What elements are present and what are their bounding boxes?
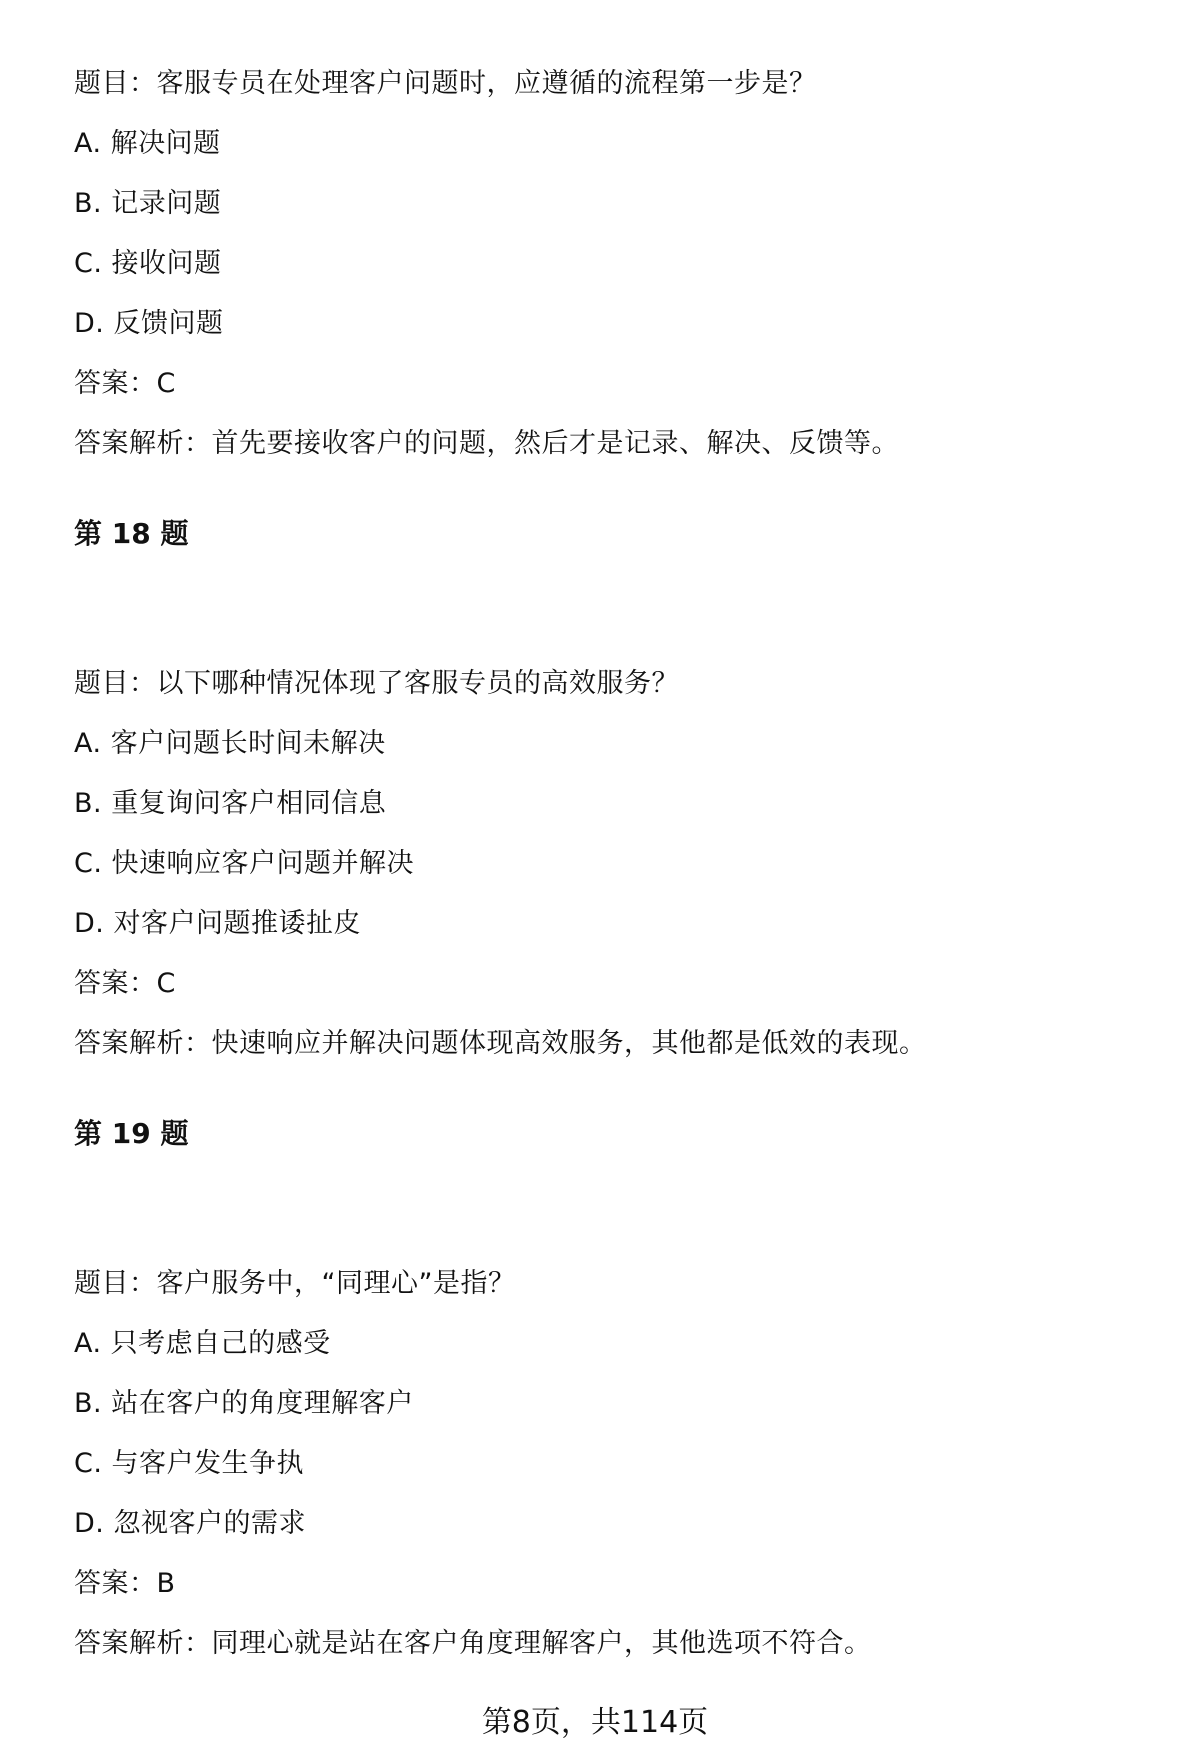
question-18-heading: 第 18 题 bbox=[74, 517, 189, 550]
question-17-option-a: A. 解决问题 bbox=[74, 128, 221, 159]
question-19-heading: 第 19 题 bbox=[74, 1117, 189, 1150]
question-19-option-a: A. 只考虑自己的感受 bbox=[74, 1328, 331, 1359]
question-19-option-d: D. 忽视客户的需求 bbox=[74, 1508, 306, 1539]
question-17-analysis: 答案解析：首先要接收客户的问题，然后才是记录、解决、反馈等。 bbox=[74, 428, 899, 459]
question-19-option-b: B. 站在客户的角度理解客户 bbox=[74, 1388, 414, 1419]
question-19-answer: 答案：B bbox=[74, 1568, 176, 1599]
question-18-stem: 题目：以下哪种情况体现了客服专员的高效服务？ bbox=[74, 668, 679, 699]
question-17-option-b: B. 记录问题 bbox=[74, 188, 222, 219]
question-18-analysis: 答案解析：快速响应并解决问题体现高效服务，其他都是低效的表现。 bbox=[74, 1028, 927, 1059]
question-18-option-a: A. 客户问题长时间未解决 bbox=[74, 728, 386, 759]
question-19-analysis: 答案解析：同理心就是站在客户角度理解客户，其他选项不符合。 bbox=[74, 1628, 872, 1659]
question-18-option-b: B. 重复询问客户相同信息 bbox=[74, 788, 387, 819]
question-17-stem: 题目：客服专员在处理客户问题时，应遵循的流程第一步是？ bbox=[74, 68, 817, 99]
question-19-option-c: C. 与客户发生争执 bbox=[74, 1448, 305, 1479]
question-17-option-c: C. 接收问题 bbox=[74, 248, 222, 279]
question-18-answer: 答案：C bbox=[74, 968, 176, 999]
question-17-answer: 答案：C bbox=[74, 368, 176, 399]
question-18-option-c: C. 快速响应客户问题并解决 bbox=[74, 848, 415, 879]
question-17-option-d: D. 反馈问题 bbox=[74, 308, 224, 339]
question-19-stem: 题目：客户服务中，“同理心”是指？ bbox=[74, 1268, 516, 1299]
page-number-footer: 第8页，共114页 bbox=[481, 1705, 709, 1740]
question-18-option-d: D. 对客户问题推诿扯皮 bbox=[74, 908, 361, 939]
